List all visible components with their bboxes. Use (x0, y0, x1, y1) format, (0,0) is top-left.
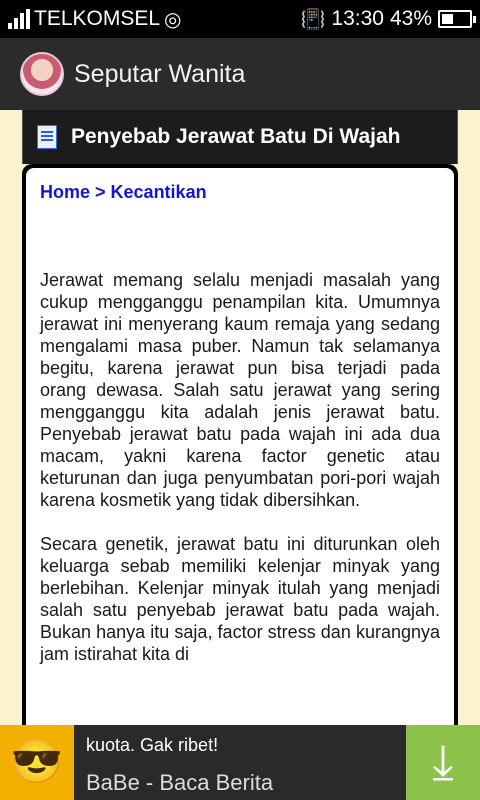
article-paragraph: Secara genetik, jerawat batu ini diturunkan oleh keluarga sebab memiliki kelenjar minyak yang berlebihan. Kelenjar minyak itulah yang menjadi salah satu penyebab jerawat batu pada wajah. Bukan hanya itu saja, factor stress dan kurangnya jam istirahat kita di (40, 534, 440, 664)
carrier-name: TELKOMSEL (34, 7, 161, 30)
vibrate-icon: 📳 (300, 8, 326, 31)
ad-text[interactable] (74, 725, 406, 800)
battery-icon (438, 10, 472, 28)
article-header (22, 110, 458, 164)
clock: 13:30 (331, 7, 384, 30)
hotspot-icon: ◎ (164, 8, 182, 31)
breadcrumb-category-link[interactable]: Kecantikan (110, 182, 207, 202)
app-title: Seputar Wanita (74, 59, 246, 88)
document-icon (37, 125, 57, 149)
article-card (22, 164, 458, 754)
ad-app-icon[interactable]: 😎 (0, 725, 74, 800)
download-icon[interactable]: ⤓ (406, 725, 480, 800)
ad-app-name: BaBe - Baca Berita (86, 770, 274, 795)
breadcrumb-home-link[interactable]: Home (40, 182, 91, 202)
article-title: Penyebab Jerawat Batu Di Wajah (71, 125, 401, 148)
breadcrumb-separator: > (90, 182, 111, 202)
article-body (40, 269, 440, 665)
app-logo[interactable] (20, 52, 64, 96)
battery-percent: 43% (389, 7, 432, 30)
article-paragraph: Jerawat memang selalu menjadi masalah yang cukup mengganggu penampilan kita. Umumnya jerawat ini menyerang kaum remaja yang sedang mengalami masa puber. Namun tak selamanya begitu, karena jerawat pun bisa terjadi pada orang dewasa. Salah satu jerawat yang sering mengganggu kita adalah jenis jerawat batu. Penyebab jerawat batu pada wajah ini ada dua macam, yakni karena factor genetic atau keturunan dan juga penyumbatan pori-pori wajah karena kosmetik yang tidak dibersihkan. (40, 270, 440, 510)
ad-banner[interactable] (0, 725, 480, 800)
app-bar (0, 38, 480, 110)
status-bar (0, 0, 480, 38)
article-content[interactable] (26, 168, 454, 754)
signal-icon (8, 9, 30, 29)
breadcrumb (40, 182, 440, 203)
ad-tagline: kuota. Gak ribet! (86, 735, 219, 755)
